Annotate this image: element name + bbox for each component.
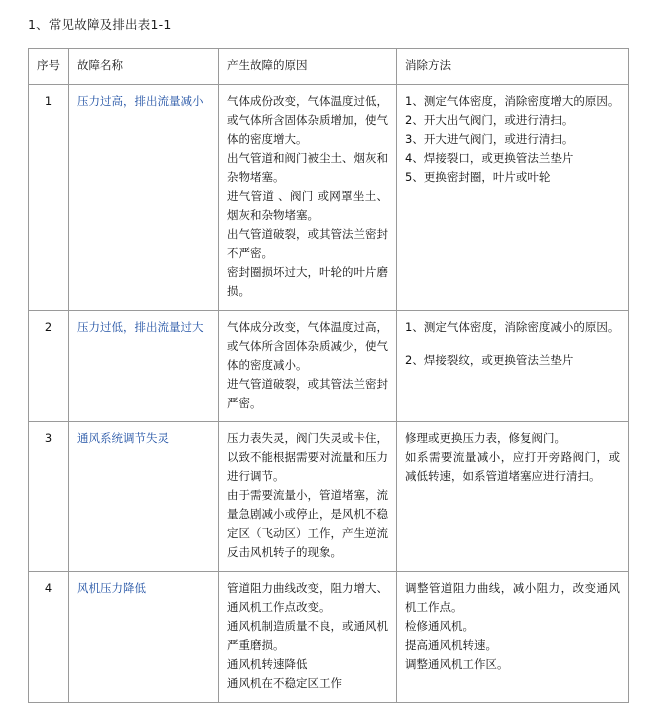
fault-cause — [219, 422, 397, 572]
fix-paragraph: 调整管道阻力曲线，减小阻力，改变通风机工作点。 — [405, 581, 620, 615]
table-header — [29, 49, 629, 85]
cause-paragraph: 进气管道 、阀门 或网罩坐土、烟灰和杂物堵塞。 — [227, 188, 388, 222]
fix-paragraph: 1、测定气体密度，消除密度减小的原因。 — [405, 319, 620, 334]
row-number: 1 — [29, 84, 69, 310]
table-row — [29, 310, 629, 422]
fault-name: 压力过低，排出流量过大 — [69, 310, 219, 422]
cause-paragraph: 出气管道和阀门被尘土、烟灰和杂物堵塞。 — [227, 150, 388, 184]
cause-paragraph: 气体成分改变，气体温度过高，或气体所含固体杂质减少，使气体的密度减小。 — [227, 319, 388, 372]
fault-name: 通风系统调节失灵 — [69, 422, 219, 572]
fault-name: 压力过高，排出流量减小 — [69, 84, 219, 310]
column-header-no: 序号 — [29, 49, 69, 85]
fix-paragraph: 4、焊接裂口，或更换管法兰垫片 — [405, 150, 574, 165]
cause-paragraph: 出气管道破裂，或其管法兰密封不严密。 — [227, 226, 388, 260]
cause-paragraph: 通风机转速降低 — [227, 657, 308, 672]
fault-fix — [397, 572, 629, 703]
row-number: 2 — [29, 310, 69, 422]
column-header-fix: 消除方法 — [397, 49, 629, 85]
table-row — [29, 422, 629, 572]
cause-paragraph: 压力表失灵，阀门失灵或卡住，以致不能根据需要对流量和压力进行调节。 — [227, 431, 388, 484]
column-header-name: 故障名称 — [69, 49, 219, 85]
table-header-row — [29, 49, 629, 85]
fault-fix — [397, 84, 629, 310]
fix-paragraph: 修理或更换压力表，修复阀门。 — [405, 431, 566, 446]
cause-paragraph: 气体成份改变，气体温度过低，或气体所含固体杂质增加，使气体的密度增大。 — [227, 93, 388, 146]
fault-cause — [219, 572, 397, 703]
fix-paragraph: 调整通风机工作区。 — [405, 657, 509, 672]
fault-cause — [219, 310, 397, 422]
cause-paragraph: 通风机在不稳定区工作 — [227, 676, 342, 691]
fix-paragraph: 2、焊接裂纹，或更换管法兰垫片 — [405, 352, 574, 367]
fix-paragraph: 1、测定气体密度，消除密度增大的原因。 — [405, 93, 620, 108]
fault-cause — [219, 84, 397, 310]
fault-name: 风机压力降低 — [69, 572, 219, 703]
page-title: 1、常见故障及排出表1-1 — [28, 17, 172, 32]
column-header-cause: 产生故障的原因 — [219, 49, 397, 85]
table-row — [29, 572, 629, 703]
fix-paragraph: 检修通风机。 — [405, 619, 474, 634]
fix-paragraph: 2、开大出气阀门，或进行清扫。 — [405, 112, 574, 127]
fault-table — [28, 48, 629, 703]
table-body — [29, 84, 629, 702]
cause-paragraph: 由于需要流量小，管道堵塞，流量急剧减小或停止，是风机不稳定区（飞动区）工作，产生逆流反击风机转子的现象。 — [227, 488, 388, 560]
table-row — [29, 84, 629, 310]
fix-paragraph: 如系需要流量减小，应打开旁路阀门，或减低转速，如系管道堵塞应进行清扫。 — [405, 450, 620, 484]
cause-paragraph: 通风机制造质量不良，或通风机严重磨损。 — [227, 619, 388, 653]
cause-paragraph: 密封圈损坏过大，叶轮的叶片磨损。 — [227, 264, 388, 298]
row-number: 4 — [29, 572, 69, 703]
fix-paragraph: 提高通风机转速。 — [405, 638, 497, 653]
cause-paragraph: 管道阻力曲线改变，阻力增大、通风机工作点改变。 — [227, 581, 388, 615]
cause-paragraph: 进气管道破裂，或其管法兰密封严密。 — [227, 376, 388, 410]
row-number: 3 — [29, 422, 69, 572]
fix-paragraph: 5、更换密封圈，叶片或叶轮 — [405, 169, 551, 184]
fault-fix — [397, 422, 629, 572]
fault-fix — [397, 310, 629, 422]
fix-paragraph: 3、开大进气阀门，或进行清扫。 — [405, 131, 574, 146]
